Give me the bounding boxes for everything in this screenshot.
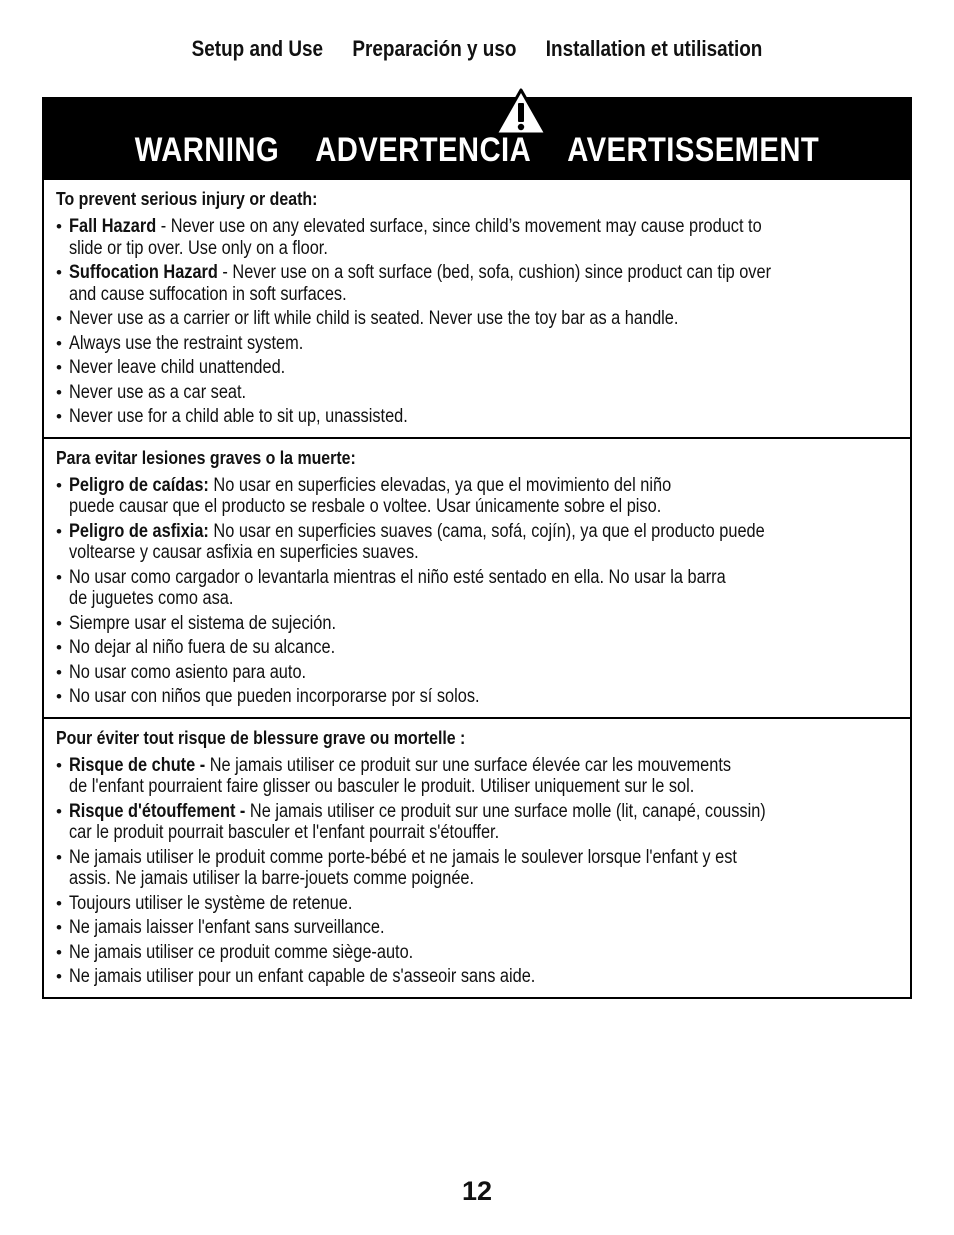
warning-item-text — [69, 475, 896, 518]
warning-title-fr: AVERTISSEMENT — [567, 131, 820, 169]
warning-triangle-icon — [493, 87, 549, 137]
warning-item-text — [69, 637, 896, 659]
hazard-description: Ne jamais utiliser ce produit sur une surface élevée car les mouvements de l'enfant pourraient faire glisser ou basculer le produit. Utiliser uniquement sur le sol. — [69, 754, 732, 797]
warning-list-item — [56, 406, 896, 428]
warning-list-item — [56, 521, 896, 564]
hazard-description: No dejar al niño fuera de su alcance. — [69, 637, 336, 658]
hazard-label: Fall Hazard — [69, 216, 157, 237]
warning-list-item — [56, 475, 896, 518]
warning-item-text — [69, 662, 896, 684]
warning-sections — [44, 180, 910, 997]
hazard-label: Risque de chute - — [69, 754, 206, 776]
warning-list-item — [56, 567, 896, 610]
hazard-description: Never use for a child able to sit up, unassisted. — [69, 406, 408, 427]
hazard-description: Never leave child unattended. — [69, 357, 286, 378]
hazard-description: Ne jamais laisser l'enfant sans surveillance. — [69, 917, 385, 938]
warning-list-item — [56, 262, 896, 305]
warning-item-text — [69, 406, 896, 428]
hazard-description: Never use as a carrier or lift while child is seated. Never use the toy bar as a handle. — [69, 308, 679, 329]
warning-item-text — [69, 308, 896, 330]
warning-item-text — [69, 801, 896, 844]
warning-item-text — [69, 357, 896, 379]
hazard-label: Peligro de caídas: — [69, 474, 209, 496]
section-heading: Pour éviter tout risque de blessure grave ou mortelle : — [56, 726, 466, 748]
hazard-description: - Never use on a soft surface (bed, sofa, cushion) since product can tip over and cause suffocation in soft surfaces. — [69, 262, 772, 305]
hazard-description: No usar como cargador o levantarla mientras el niño esté sentado en ella. No usar la barra de juguetes como asa. — [69, 566, 726, 609]
warning-title — [105, 131, 850, 170]
warning-list-item — [56, 686, 896, 708]
warning-list-item — [56, 637, 896, 659]
warning-list-item — [56, 357, 896, 379]
section-heading: To prevent serious injury or death: — [56, 188, 318, 209]
hazard-description: Ne jamais utiliser pour un enfant capable de s'asseoir sans aide. — [69, 966, 536, 987]
warning-list-item — [56, 308, 896, 330]
hazard-label: Risque d'étouffement - — [69, 800, 246, 822]
hazard-description: Ne jamais utiliser ce produit comme siège-auto. — [69, 941, 414, 963]
warning-item-text — [69, 942, 896, 964]
hazard-description: No usar con niños que pueden incorporarse por sí solos. — [69, 686, 480, 707]
hazard-description: No usar en superficies elevadas, ya que el movimiento del niño puede causar que el producto se resbale o voltee. Usar únicamente sobre el piso. — [69, 474, 672, 517]
warning-section-fr — [44, 717, 910, 997]
warning-item-text — [69, 847, 896, 890]
hazard-description: Never use as a car seat. — [69, 381, 247, 403]
warning-title-en: WARNING — [134, 131, 280, 169]
warning-list-item — [56, 847, 896, 890]
warning-list-item — [56, 216, 896, 259]
warning-list-item — [56, 966, 896, 988]
hazard-description: Ne jamais utiliser le produit comme porte-bébé et ne jamais le soulever lorsque l'enfant y est assis. Ne jamais utiliser la barre-jouets comme poignée. — [69, 846, 737, 889]
warning-list-item — [56, 613, 896, 635]
warning-box — [42, 97, 912, 999]
warning-item-text — [69, 567, 896, 610]
warning-item-text — [69, 216, 896, 259]
warning-list-item — [56, 755, 896, 798]
warning-item-text — [69, 333, 896, 355]
warning-list-item — [56, 893, 896, 915]
header-en: Setup and Use — [191, 36, 324, 61]
warning-list-item — [56, 382, 896, 404]
warning-banner — [44, 99, 910, 180]
warning-list-item — [56, 333, 896, 355]
hazard-description: Always use the restraint system. — [69, 332, 304, 354]
page-header — [67, 36, 887, 62]
warning-item-text — [69, 917, 896, 939]
warning-item-text — [69, 966, 896, 988]
warning-list-item — [56, 917, 896, 939]
header-fr: Installation et utilisation — [545, 36, 763, 61]
hazard-description: Ne jamais utiliser ce produit sur une surface molle (lit, canapé, coussin) car le produit pourrait basculer et l'enfant pourrait s'étouffer. — [69, 800, 766, 843]
warning-item-text — [69, 382, 896, 404]
warning-section-en — [44, 180, 910, 437]
warning-item-text — [69, 755, 896, 798]
hazard-description: - Never use on any elevated surface, since child’s movement may cause product to slide or tip over. Use only on a floor. — [69, 216, 762, 259]
page-number: 12 — [461, 1176, 493, 1206]
warning-item-text — [69, 262, 896, 305]
warning-item-text — [69, 613, 896, 635]
warning-section-es — [44, 437, 910, 717]
warning-item-text — [69, 893, 896, 915]
hazard-description: Toujours utiliser le système de retenue. — [69, 892, 353, 914]
warning-list-item — [56, 801, 896, 844]
section-heading: Para evitar lesiones graves o la muerte: — [56, 446, 356, 468]
hazard-label: Peligro de asfixia: — [69, 520, 209, 542]
hazard-description: No usar en superficies suaves (cama, sofá, cojín), ya que el producto puede voltearse y causar asfixia en superficies suaves. — [69, 520, 765, 563]
warning-item-text — [69, 686, 896, 708]
hazard-description: No usar como asiento para auto. — [69, 661, 307, 683]
warning-list-item — [56, 662, 896, 684]
warning-item-text — [69, 521, 896, 564]
warning-list-item — [56, 942, 896, 964]
hazard-description: Siempre usar el sistema de sujeción. — [69, 612, 337, 634]
hazard-label: Suffocation Hazard — [69, 262, 218, 283]
header-es: Preparación y uso — [352, 36, 517, 61]
warning-title-es: ADVERTENCIA — [315, 131, 532, 169]
